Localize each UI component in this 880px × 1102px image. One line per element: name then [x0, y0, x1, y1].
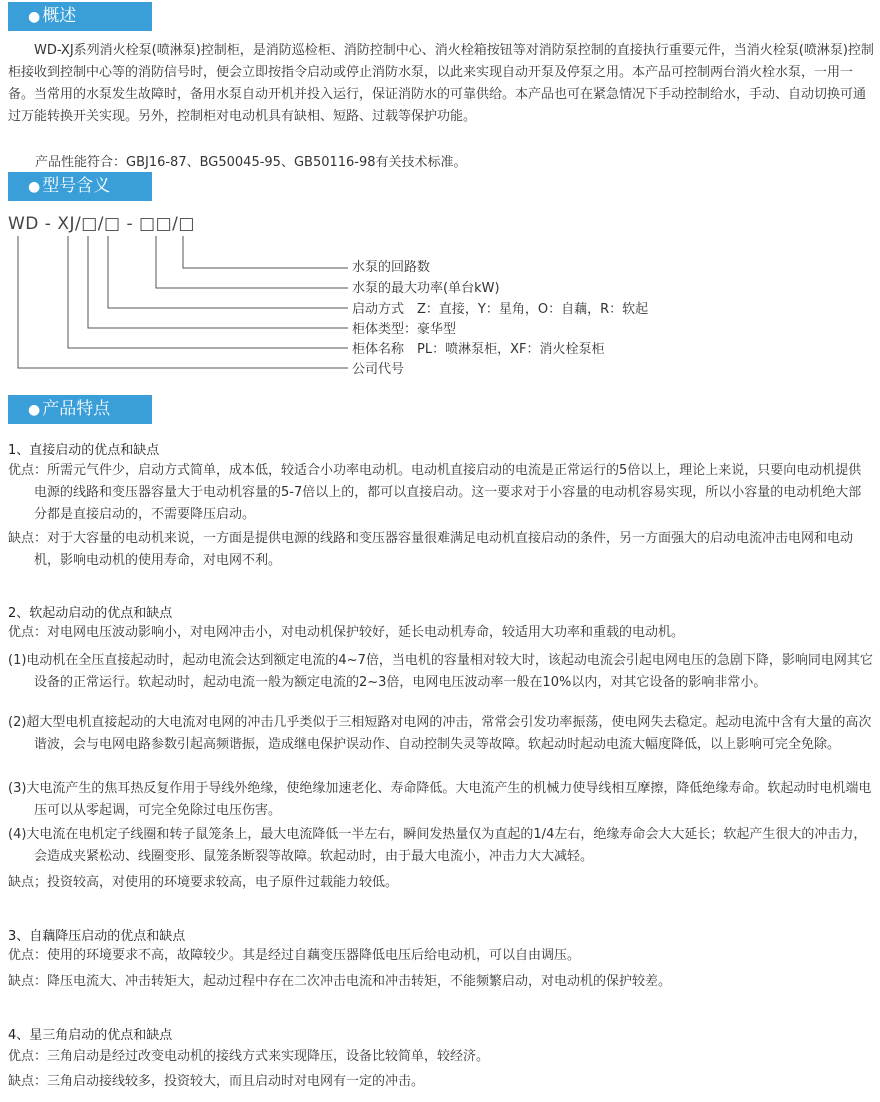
feature-auto-cons: 缺点：降压电流大、冲击转矩大，起动过程中存在二次冲击电流和冲击转矩，不能频繁启动，对电动机的保护较差。 [8, 974, 672, 989]
model-desc-company-code: 公司代号 [352, 362, 405, 377]
model-desc-circuits: 水泵的回路数 [352, 260, 431, 275]
feature-star-delta-pros: 优点：三角启动是经过改变电动机的接线方式来实现降压，设备比较简单，较经济。 [8, 1049, 490, 1064]
feature-direct-pros: 优点：所需元气件少，启动方式简单，成本低，较适合小功率电动机。电动机直接启动的电流是正常运行的5倍以上，理论上来说，只要向电动机提供电源的线路和变压器容量大于电动机容量的5-7倍以上的，都可以直接启动。这一要求对于小容量的电动机容易实现，所以小容量的电动机绝大部分都是直接启动的，不需要降压启动。 [8, 463, 862, 522]
standards-text: 产品性能符合：GBJ16-87、BG50045-95、GB50116-98有关技术标准。 [35, 155, 467, 170]
bullet-icon: ● [28, 9, 41, 25]
feature-title-soft: 2、软起动启动的优点和缺点 [8, 606, 173, 621]
model-desc-cabinet-name: 柜体名称 PL：喷淋泵柜，XF：消火栓泵柜 [352, 342, 605, 357]
section-header-overview [8, 2, 152, 31]
feature-auto-pros: 优点：使用的环境要求不高，故障较少。其是经过自藕变压器降低电压后给电动机，可以自由调压。 [8, 948, 581, 963]
feature-soft-point-2: (2)超大型电机直接起动的大电流对电网的冲击几乎类似于三相短路对电网的冲击，常常会引发功率振荡，使电网失去稳定。起动电流中含有大量的高次谐波，会与电网电路参数引起高频谐振，造成继电保护误动作、自动控制失灵等故障。软起动时起动电流大幅度降低，以上影响可完全免除。 [8, 715, 872, 752]
feature-soft-pros: 优点：对电网电压波动影响小，对电网冲击小，对电动机保护较好，延长电动机寿命，较适用大功率和重载的电动机。 [8, 625, 685, 640]
feature-title-direct: 1、直接启动的优点和缺点 [8, 443, 160, 458]
section-title: 型号含义 [42, 176, 111, 196]
section-header-model [8, 172, 152, 201]
feature-soft-point-1: (1)电动机在全压直接起动时，起动电流会达到额定电流的4~7倍，当电机的容量相对较大时，该起动电流会引起电网电压的急剧下降，影响同电网其它设备的正常运行。软起动时，起动电流一般为额定电流的2~3倍，电网电压波动率一般在10%以内，对其它设备的影响非常小。 [8, 653, 873, 690]
feature-soft-point-4: (4)大电流在电机定子线圈和转子鼠笼条上，最大电流降低一半左右，瞬间发热量仅为直起的1/4左右，绝缘寿命会大大延长；软起产生很大的冲击力，会造成夹紧松动、线圈变形、鼠笼条断裂等故障。软起动时，由于最大电流小，冲击力大大减轻。 [8, 827, 867, 864]
feature-star-delta-cons: 缺点：三角启动接线较多，投资较大，而且启动时对电网有一定的冲击。 [8, 1074, 425, 1089]
bullet-icon: ● [28, 402, 41, 418]
feature-title-autotransformer: 3、自藕降压启动的优点和缺点 [8, 929, 186, 944]
model-diagram-lines [8, 236, 353, 376]
section-header-features [8, 395, 152, 424]
model-desc-power: 水泵的最大功率(单台kW) [352, 281, 500, 296]
feature-title-star-delta: 4、星三角启动的优点和缺点 [8, 1028, 173, 1043]
model-desc-cabinet-type: 柜体类型：豪华型 [352, 322, 457, 337]
feature-soft-cons: 缺点；投资较高，对使用的环境要求较高，电子原件过载能力较低。 [8, 875, 399, 890]
model-desc-start-mode: 启动方式 Z：直接，Y：星角，O：自藕，R：软起 [352, 302, 649, 317]
bullet-icon: ● [28, 179, 41, 195]
overview-paragraph: WD-XJ系列消火栓泵(喷淋泵)控制柜，是消防巡检柜、消防控制中心、消火栓箱按钮等对消防泵控制的直接执行重要元件，当消火栓泵(喷淋泵)控制柜接收到控制中心等的消防信号时，便会立即按指令启动或停止消防水泵，以此来实现自动开泵及停泵之用。本产品可控制两台消火栓水泵，一用一备。当常用的水泵发生故障时，备用水泵自动开机并投入运行，保证消防水的可靠供给。本产品也可在紧急情况下手动控制给水，手动、自动切换可通过万能转换开关实现。另外，控制柜对电动机具有缺相、短路、过载等保护功能。 [8, 43, 874, 124]
section-title: 产品特点 [42, 399, 111, 419]
model-code: WD - XJ/□/□ - □□/□ [8, 214, 195, 234]
section-title: 概述 [42, 6, 77, 26]
feature-direct-cons: 缺点：对于大容量的电动机来说，一方面是提供电源的线路和变压器容量很难满足电动机直接启动的条件，另一方面强大的启动电流冲击电网和电动机，影响电动机的使用寿命，对电网不利。 [8, 531, 854, 568]
feature-soft-point-3: (3)大电流产生的焦耳热反复作用于导线外绝缘，使绝缘加速老化、寿命降低。大电流产生的机械力使导线相互摩擦，降低绝缘寿命。软起动时电机端电压可以从零起调，可完全免除过电压伤害。 [8, 781, 872, 818]
